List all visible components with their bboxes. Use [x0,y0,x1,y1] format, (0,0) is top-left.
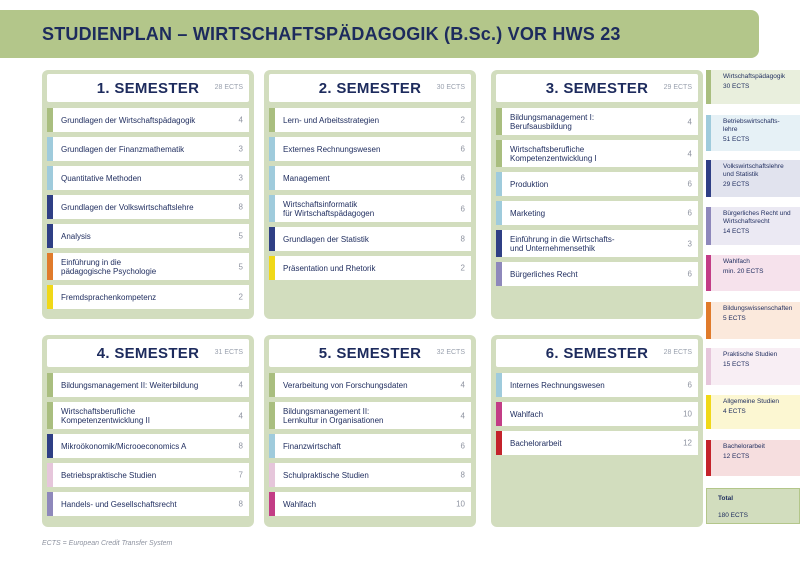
total-label: Total [718,495,734,502]
course-ects: 6 [687,208,692,218]
course-item [47,224,249,248]
legend-category-name: Bachelorarbeit [723,443,765,450]
legend-category-name: Wirtschaftspädagogik [723,73,786,80]
header-bar [0,10,759,58]
course-item [47,463,249,487]
course-ects: 8 [238,441,243,451]
course-item [269,108,471,132]
semester-header [496,74,698,102]
course-category-bar [269,492,275,516]
legend-item [706,70,800,104]
course-item [269,463,471,487]
legend-item [706,348,800,385]
legend-category-ects: 5 ECTS [723,315,746,322]
semester-title: 2. SEMESTER [318,79,422,97]
semester-ects: 30 ECTS [436,84,465,91]
course-item [47,108,249,132]
semester-title: 3. SEMESTER [545,79,649,97]
course-name: Grundlagen der Wirtschaftspädagogik [61,115,196,125]
course-category-bar [47,137,53,161]
course-category-bar [47,434,53,458]
semester-ects: 28 ECTS [663,349,692,356]
course-category-bar [496,201,502,225]
course-name: Präsentation und Rhetorik [283,263,376,273]
footnote: ECTS = European Credit Transfer System [42,540,173,547]
course-category-bar [269,402,275,429]
course-name: Management [283,173,330,183]
legend-category-name: Bildungswissenschaften [723,305,793,312]
course-name: Bachelorarbeit [510,438,562,448]
course-name: Schulpraktische Studien [283,470,369,480]
legend-item [706,255,800,291]
course-category-bar [496,431,502,455]
course-name: Einführung in die pädagogische Psychologie [61,257,157,276]
course-category-bar [269,373,275,397]
course-item [269,137,471,161]
course-category-bar [496,402,502,426]
course-name: Einführung in die Wirtschafts- und Unternehmensethik [510,234,615,253]
course-item [269,402,471,429]
course-name: Externes Rechnungswesen [283,144,381,154]
legend-category-name: Betriebswirtschafts- lehre [723,118,780,133]
course-ects: 4 [238,411,243,420]
course-category-bar [496,262,502,286]
course-ects: 8 [460,470,465,480]
course-name: Internes Rechnungswesen [510,380,605,390]
course-category-bar [269,463,275,487]
course-ects: 5 [238,262,243,271]
course-category-bar [269,256,275,280]
course-ects: 6 [460,173,465,183]
course-name: Handels- und Gesellschaftsrecht [61,499,177,509]
course-ects: 4 [238,380,243,390]
course-item [496,230,698,257]
course-category-bar [47,373,53,397]
legend-category-name: Wahlfach [723,258,750,265]
legend-item [706,207,800,245]
course-item [269,256,471,280]
total-ects: 180 ECTS [718,512,748,519]
course-item [47,434,249,458]
course-item [47,492,249,516]
course-ects: 4 [687,117,692,126]
course-name: Fremdsprachenkompetenz [61,292,157,302]
course-ects: 3 [687,239,692,248]
legend-category-name: Allgemeine Studien [723,398,780,405]
semester-card [491,70,703,319]
course-ects: 7 [238,470,243,480]
course-name: Lern- und Arbeitsstrategien [283,115,380,125]
course-item [47,402,249,429]
course-item [47,137,249,161]
course-item [47,285,249,309]
course-ects: 8 [460,234,465,244]
course-item [269,434,471,458]
course-name: Mikroökonomik/Microoeconomics A [61,441,187,451]
semester-card [264,70,476,319]
semester-header [47,339,249,367]
legend-category-ects: 51 ECTS [723,136,750,143]
course-name: Betriebspraktische Studien [61,470,157,480]
course-ects: 4 [460,411,465,420]
legend-category-ects: 30 ECTS [723,83,750,90]
course-ects: 6 [460,441,465,451]
course-category-bar [269,227,275,251]
course-name: Grundlagen der Statistik [283,234,369,244]
semester-ects: 28 ECTS [214,84,243,91]
course-ects: 2 [238,292,243,302]
legend-category-name: Praktische Studien [723,351,778,358]
course-category-bar [47,253,53,280]
course-ects: 4 [460,380,465,390]
course-category-bar [496,108,502,135]
semester-header [47,74,249,102]
course-ects: 6 [687,380,692,390]
course-ects: 3 [238,173,243,183]
course-category-bar [47,195,53,219]
legend-category-ects: 15 ECTS [723,361,750,368]
course-category-bar [269,166,275,190]
semester-ects: 31 ECTS [214,349,243,356]
course-ects: 4 [238,115,243,125]
legend-category-ects: 14 ECTS [723,228,750,235]
course-item [269,166,471,190]
course-name: Wirtschaftsinformatik für Wirtschaftspädagogen [283,199,375,218]
semester-title: 6. SEMESTER [545,344,649,362]
course-ects: 8 [238,202,243,212]
course-category-bar [47,108,53,132]
course-item [47,195,249,219]
course-name: Produktion [510,179,549,189]
course-item [496,201,698,225]
course-item [269,227,471,251]
course-item [269,373,471,397]
course-ects: 4 [687,149,692,158]
course-category-bar [496,230,502,257]
course-ects: 5 [238,231,243,241]
course-name: Wahlfach [510,409,544,419]
page-title: STUDIENPLAN – WIRTSCHAFTSPÄDAGOGIK (B.Sc.) VOR HWS 23 [42,23,621,44]
legend-total [706,488,800,524]
course-ects: 3 [238,144,243,154]
course-name: Bildungsmanagement I: Berufsausbildung [510,112,595,131]
semester-card [491,335,703,527]
legend-category-ects: 12 ECTS [723,453,750,460]
semester-title: 4. SEMESTER [96,344,200,362]
course-item [269,492,471,516]
course-ects: 6 [460,144,465,154]
course-name: Bürgerliches Recht [510,269,578,279]
course-ects: 6 [687,269,692,279]
course-ects: 6 [687,179,692,189]
course-item [47,253,249,280]
course-category-bar [47,492,53,516]
course-category-bar [47,166,53,190]
semester-ects: 29 ECTS [663,84,692,91]
course-name: Analysis [61,231,91,241]
legend-category-ects: min. 20 ECTS [723,268,764,275]
semester-header [269,74,471,102]
course-name: Grundlagen der Volkswirtschaftslehre [61,202,194,212]
legend-item [706,115,800,151]
course-ects: 12 [683,438,692,448]
course-item [496,431,698,455]
course-name: Verarbeitung von Forschungsdaten [283,380,408,390]
course-name: Bildungsmanagement II: Weiterbildung [61,380,199,390]
course-category-bar [496,172,502,196]
course-name: Bildungsmanagement II: Lernkultur in Organisationen [283,406,384,425]
course-category-bar [47,224,53,248]
legend-category-name: Bürgerliches Recht und Wirtschaftsrecht [723,210,791,225]
course-name: Wirtschaftsberufliche Kompetenzentwicklung II [61,406,150,425]
semester-ects: 32 ECTS [436,349,465,356]
course-category-bar [47,463,53,487]
course-category-bar [47,402,53,429]
course-item [496,108,698,135]
semester-title: 1. SEMESTER [96,79,200,97]
course-ects: 2 [460,263,465,273]
course-item [47,373,249,397]
course-name: Quantitative Methoden [61,173,142,183]
course-category-bar [496,140,502,167]
course-name: Grundlagen der Finanzmathematik [61,144,185,154]
legend-item [706,302,800,339]
course-ects: 10 [683,409,692,419]
course-name: Marketing [510,208,546,218]
semester-card [42,70,254,319]
semester-card [264,335,476,527]
semester-header [496,339,698,367]
course-category-bar [269,434,275,458]
course-category-bar [496,373,502,397]
semester-title: 5. SEMESTER [318,344,422,362]
course-category-bar [269,137,275,161]
legend-item [706,395,800,429]
course-category-bar [269,195,275,222]
course-ects: 8 [238,499,243,509]
legend-category-name: Volkswirtschaftslehre und Statistik [723,163,784,178]
course-name: Finanzwirtschaft [283,441,341,451]
course-item [496,140,698,167]
legend-category-ects: 29 ECTS [723,181,750,188]
course-item [47,166,249,190]
course-item [496,373,698,397]
course-category-bar [269,108,275,132]
course-name: Wirtschaftsberufliche Kompetenzentwicklung I [510,144,597,163]
course-item [496,172,698,196]
semester-header [269,339,471,367]
course-item [496,402,698,426]
semester-card [42,335,254,527]
course-name: Wahlfach [283,499,317,509]
legend-item [706,160,800,197]
course-ects: 2 [460,115,465,125]
course-ects: 10 [456,499,465,509]
course-item [496,262,698,286]
legend-category-ects: 4 ECTS [723,408,746,415]
course-ects: 6 [460,204,465,213]
legend-item [706,440,800,476]
course-category-bar [47,285,53,309]
course-item [269,195,471,222]
